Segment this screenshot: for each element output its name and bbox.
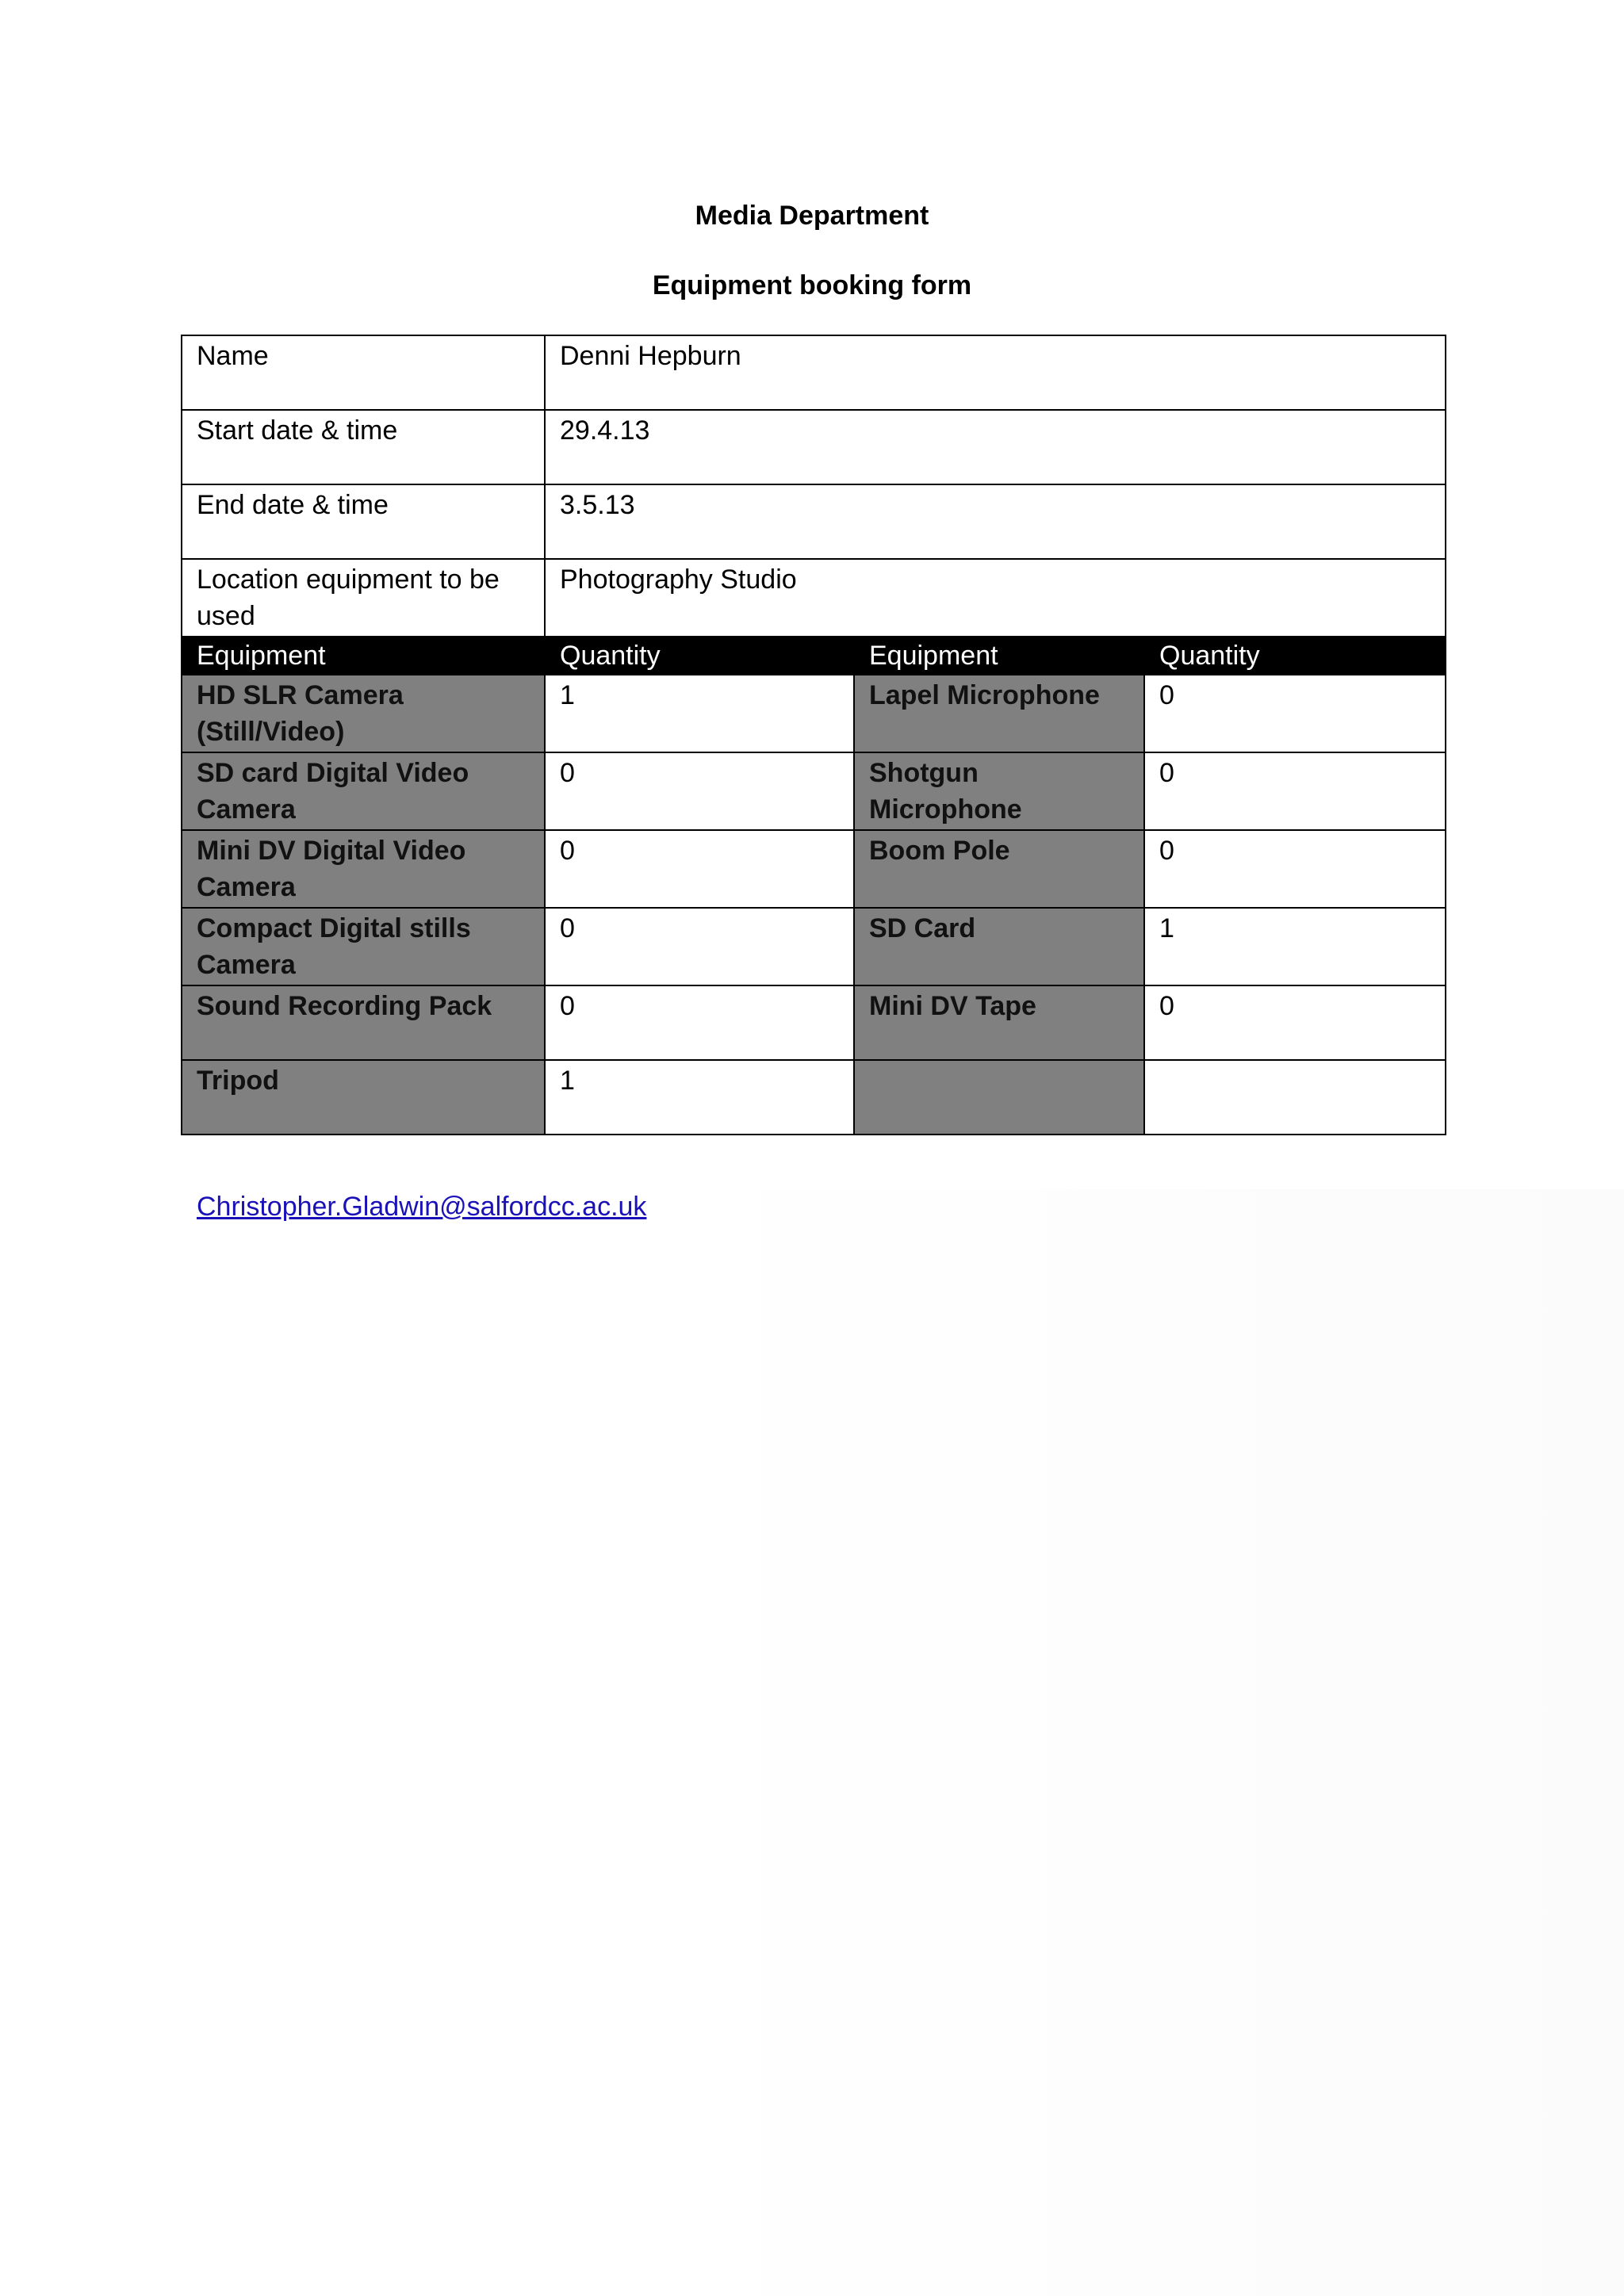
equipment-qty-left: 1 [545, 675, 854, 752]
start-row [182, 410, 1446, 484]
equipment-qty-left: 0 [545, 908, 854, 985]
header-quantity-left: Quantity [545, 637, 854, 675]
equipment-item-right: SD Card [854, 908, 1144, 985]
equipment-qty-right: 0 [1144, 752, 1446, 830]
equipment-qty-left: 1 [545, 1060, 854, 1135]
equipment-qty-right: 0 [1144, 830, 1446, 908]
equipment-qty-left: 0 [545, 752, 854, 830]
equipment-qty-right [1144, 1060, 1446, 1135]
equipment-item-right: Lapel Microphone [854, 675, 1144, 752]
equipment-item-right: Mini DV Tape [854, 985, 1144, 1060]
name-value: Denni Hepburn [545, 335, 1446, 410]
equipment-item-right: Boom Pole [854, 830, 1144, 908]
equipment-qty-right: 0 [1144, 675, 1446, 752]
equipment-item-left: Tripod [182, 1060, 545, 1135]
equipment-item-right [854, 1060, 1144, 1135]
location-label: Location equipment to be used [182, 559, 545, 637]
header-equipment-left: Equipment [182, 637, 545, 675]
location-row [182, 559, 1446, 637]
equipment-row [182, 830, 1446, 908]
form-title: Equipment booking form [652, 270, 972, 300]
booking-table [181, 335, 1446, 1135]
end-label: End date & time [182, 484, 545, 559]
name-label: Name [182, 335, 545, 410]
start-label: Start date & time [182, 410, 545, 484]
equipment-qty-right: 1 [1144, 908, 1446, 985]
equipment-row [182, 1060, 1446, 1135]
equipment-item-left: Sound Recording Pack [182, 985, 545, 1060]
equipment-row [182, 675, 1446, 752]
equipment-qty-left: 0 [545, 830, 854, 908]
equipment-item-left: Compact Digital stills Camera [182, 908, 545, 985]
equipment-item-left: SD card Digital Video Camera [182, 752, 545, 830]
department-heading: Media Department [695, 201, 929, 231]
equipment-qty-left: 0 [545, 985, 854, 1060]
location-value: Photography Studio [545, 559, 1446, 637]
header-quantity-right: Quantity [1144, 637, 1446, 675]
end-value: 3.5.13 [545, 484, 1446, 559]
contact-email-link[interactable]: Christopher.Gladwin@salfordcc.ac.uk [197, 1192, 647, 1222]
start-value: 29.4.13 [545, 410, 1446, 484]
equipment-qty-right: 0 [1144, 985, 1446, 1060]
equipment-row [182, 908, 1446, 985]
equipment-item-left: HD SLR Camera (Still/Video) [182, 675, 545, 752]
equipment-item-left: Mini DV Digital Video Camera [182, 830, 545, 908]
equipment-row [182, 985, 1446, 1060]
equipment-row [182, 752, 1446, 830]
equipment-header-row [182, 637, 1446, 675]
end-row [182, 484, 1446, 559]
name-row [182, 335, 1446, 410]
header-equipment-right: Equipment [854, 637, 1144, 675]
equipment-item-right: Shotgun Microphone [854, 752, 1144, 830]
